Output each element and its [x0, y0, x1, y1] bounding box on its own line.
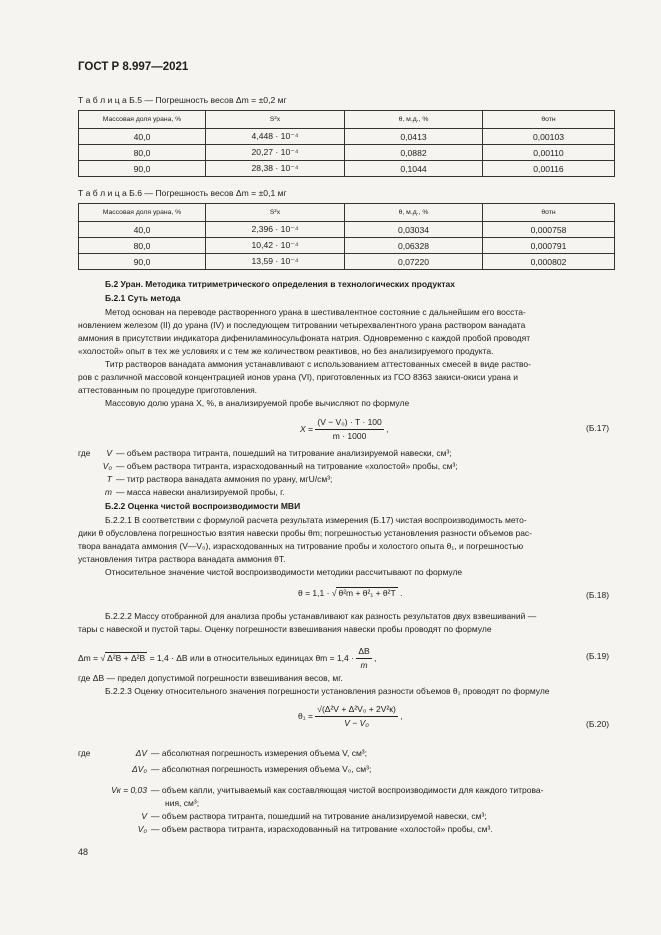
paragraph-line: аттестованным по процедуре приготовления. — [78, 385, 258, 395]
where-word: где — [78, 448, 91, 458]
table-cell: 0,07220 — [345, 254, 483, 270]
sqrt-sign: √ — [100, 652, 106, 663]
where-description: — объем раствора титранта, пошедший на титрование анализируемой навески, см³; — [116, 448, 452, 458]
paragraph-line: Б.2.2.3 Оценку относительного значения погрешности установления разности объемов θ₁ проводят по формуле — [105, 686, 550, 696]
formula-lhs: Δm = — [78, 652, 99, 663]
table-row — [79, 145, 615, 161]
where-word: где — [78, 748, 91, 758]
table-cell: 0,0413 — [345, 129, 483, 145]
formula-label: (Б.19) — [586, 651, 610, 661]
where-description: — абсолютная погрешность измерения объема V, см³; — [151, 748, 367, 758]
where-symbol: ΔV₀ — [132, 764, 147, 774]
table-row — [79, 161, 615, 177]
table6-header: S²x — [206, 204, 345, 222]
table-row — [79, 222, 615, 238]
table6 — [78, 203, 615, 270]
where-symbol: V₀ — [137, 824, 147, 834]
formula-numerator: (V − V₀) · T · 100 — [315, 416, 383, 430]
where-description: ния, см³; — [165, 798, 200, 808]
paragraph-line: аммония в присутствии индикатора дифениламиносульфоната натрия. Одновременно с каждой пробой проводят — [78, 333, 531, 343]
section-heading: Б.2 Уран. Методика титриметрического определения в технологических продуктах — [105, 279, 456, 289]
table-cell: 0,00110 — [483, 145, 615, 161]
subsection-heading: Б.2.2 Оценка чистой воспроизводимости МВИ — [105, 501, 301, 511]
table5-header: S²x — [206, 111, 345, 129]
table5 — [78, 110, 615, 177]
formula-lhs: θ₁ = — [298, 710, 313, 721]
paragraph-line: Относительное значение чистой воспроизводимости методики рассчитывают по формуле — [105, 567, 463, 577]
page-header: ГОСТ Р 8.997—2021 — [78, 61, 189, 73]
table-cell: 0,03034 — [345, 222, 483, 238]
formula-fraction — [315, 703, 398, 730]
where-description: — масса навески анализируемой пробы, г. — [116, 487, 285, 497]
where-description: — объем раствора титранта, израсходованный на титрование «холостой» пробы, см³; — [116, 461, 458, 471]
formula-tail: . — [400, 588, 403, 598]
formula-tail: , — [374, 652, 377, 663]
formula-b17 — [300, 416, 389, 443]
formula-b19 — [78, 645, 376, 672]
formula-middle: = 1,4 · ΔВ или в относительных единицах θm = 1,4 · — [149, 652, 354, 663]
table5-caption: Т а б л и ц а Б.5 — Погрешность весов Δm = ±0,2 мг — [78, 95, 287, 105]
formula-numerator: ΔВ — [356, 645, 371, 659]
paragraph-line: твора ванадата аммония (V—V₀), израсходованных на титрование пробы и холостого опыта θ₁, и погрешностью — [78, 541, 524, 551]
where-symbol: V — [106, 448, 112, 458]
table-cell: 0,0882 — [345, 145, 483, 161]
paragraph-line: новлением железом (II) до урана (IV) и последующем титровании четырехвалентного урана раствором ванадата — [78, 320, 526, 330]
subsection-heading: Б.2.1 Суть метода — [105, 293, 181, 303]
paragraph-line: дики θ обусловлена погрешностью взятия навески пробы θm; погрешностью установления разности объемов рас- — [78, 528, 533, 538]
table-cell: 2,396 · 10⁻⁴ — [206, 222, 345, 238]
table5-header: Массовая доля урана, % — [79, 111, 206, 129]
formula-b18 — [298, 587, 402, 600]
where-description: — объем раствора титранта, израсходованный на титрование «холостой» пробы, см³. — [151, 824, 493, 834]
table-cell: 20,27 · 10⁻⁴ — [206, 145, 345, 161]
where-description: — объем капли, учитываемый как составляющая чистой воспроизводимости для каждого титрова- — [151, 785, 544, 795]
formula-tail: , — [386, 423, 389, 434]
formula-label: (Б.20) — [586, 719, 610, 729]
table6-header: Массовая доля урана, % — [79, 204, 206, 222]
table-cell: 40,0 — [79, 222, 206, 238]
where-symbol: m — [104, 487, 112, 497]
formula-fraction — [356, 645, 371, 672]
paragraph-line: установления титра раствора ванадата аммония θT. — [78, 554, 286, 564]
paragraph-line: Массовую долю урана X, %, в анализируемой пробе вычисляют по формуле — [105, 398, 410, 408]
table-cell: 0,00103 — [483, 129, 615, 145]
paragraph-line: тары с навеской и пустой тары. Оценку погрешности взвешивания навески пробы проводят по формуле — [78, 624, 492, 634]
table-cell: 13,59 · 10⁻⁴ — [206, 254, 345, 270]
where-symbol: Vк = 0,03 — [111, 785, 147, 795]
formula-fraction — [315, 416, 383, 443]
where-description: — абсолютная погрешность измерения объема V₀, см³; — [151, 764, 372, 774]
formula-numerator: √(Δ²V + Δ²V₀ + 2V²к) — [315, 703, 398, 717]
table-cell: 10,42 · 10⁻⁴ — [206, 238, 345, 254]
page-number: 48 — [78, 847, 89, 857]
paragraph-line: Б.2.2.1 В соответствии с формулой расчета результата измерения (Б.17) чистая воспроизводимость мето- — [105, 515, 527, 525]
paragraph-line: «холостой» опыт в тех же условиях и с тем же количеством реактивов, но без анализируемого продукта. — [78, 346, 494, 356]
paragraph-line: Титр растворов ванадата аммония устанавливают с использованием аттестованных смесей в виде раство- — [105, 359, 531, 369]
table5-header: θ, м.д., % — [345, 111, 483, 129]
table-cell: 90,0 — [79, 161, 206, 177]
table-cell: 0,00116 — [483, 161, 615, 177]
table-row — [79, 254, 615, 270]
table6-header: θотн — [483, 204, 615, 222]
formula-denominator: m · 1000 — [332, 431, 367, 441]
table-cell: 80,0 — [79, 145, 206, 161]
table5-header: θотн — [483, 111, 615, 129]
table6-caption: Т а б л и ц а Б.6 — Погрешность весов Δm = ±0,1 мг — [78, 188, 287, 198]
table-cell: 4,448 · 10⁻⁴ — [206, 129, 345, 145]
formula-label: (Б.18) — [586, 590, 610, 600]
table-cell: 0,1044 — [345, 161, 483, 177]
table-cell: 0,06328 — [345, 238, 483, 254]
formula-radicand: θ²m + θ²₁ + θ²T — [338, 588, 396, 598]
where-description: — объем раствора титранта, пошедший на титрование анализируемой навески, см³; — [151, 811, 487, 821]
table-cell: 40,0 — [79, 129, 206, 145]
formula-label: (Б.17) — [586, 423, 610, 433]
formula-denominator: V − V₀ — [344, 718, 369, 728]
where-symbol: V₀ — [102, 461, 112, 471]
table-row — [79, 129, 615, 145]
table-cell: 0,000791 — [483, 238, 615, 254]
table-row — [79, 238, 615, 254]
paragraph-line: Б.2.2.2 Массу отобранной для анализа пробы устанавливают как разность результатов двух взвешиваний — — [105, 611, 537, 621]
where-symbol: ΔV — [135, 748, 147, 758]
where-symbol: V — [141, 811, 147, 821]
formula-denominator: m — [360, 660, 368, 670]
formula-tail: , — [400, 710, 403, 721]
table-cell: 90,0 — [79, 254, 206, 270]
formula-lhs: θ = 1,1 · — [298, 588, 330, 598]
formula-b20 — [298, 703, 403, 730]
table-cell: 0,000802 — [483, 254, 615, 270]
paragraph-line: ров с различной массовой концентрацией ионов урана (VI), приготовленных из ГСО 8363 закиси-окиси урана и — [78, 372, 518, 382]
table-cell: 28,38 · 10⁻⁴ — [206, 161, 345, 177]
where-symbol: T — [106, 474, 112, 484]
table-cell: 80,0 — [79, 238, 206, 254]
formula-lhs: X = — [300, 423, 313, 434]
where-description: — титр раствора ванадата аммония по урану, мгU/см³; — [116, 474, 333, 484]
table6-header: θ, м.д., % — [345, 204, 483, 222]
paragraph-line: Метод основан на переводе растворенного урана в шестивалентное состояние с дальнейшим его восста- — [105, 307, 526, 317]
paragraph-line: где ΔВ — предел допустимой погрешности взвешивания весов, мг. — [78, 673, 343, 683]
table-cell: 0,000758 — [483, 222, 615, 238]
sqrt-sign: √ — [331, 588, 337, 598]
formula-radicand: Δ²В + Δ²В — [107, 652, 146, 663]
